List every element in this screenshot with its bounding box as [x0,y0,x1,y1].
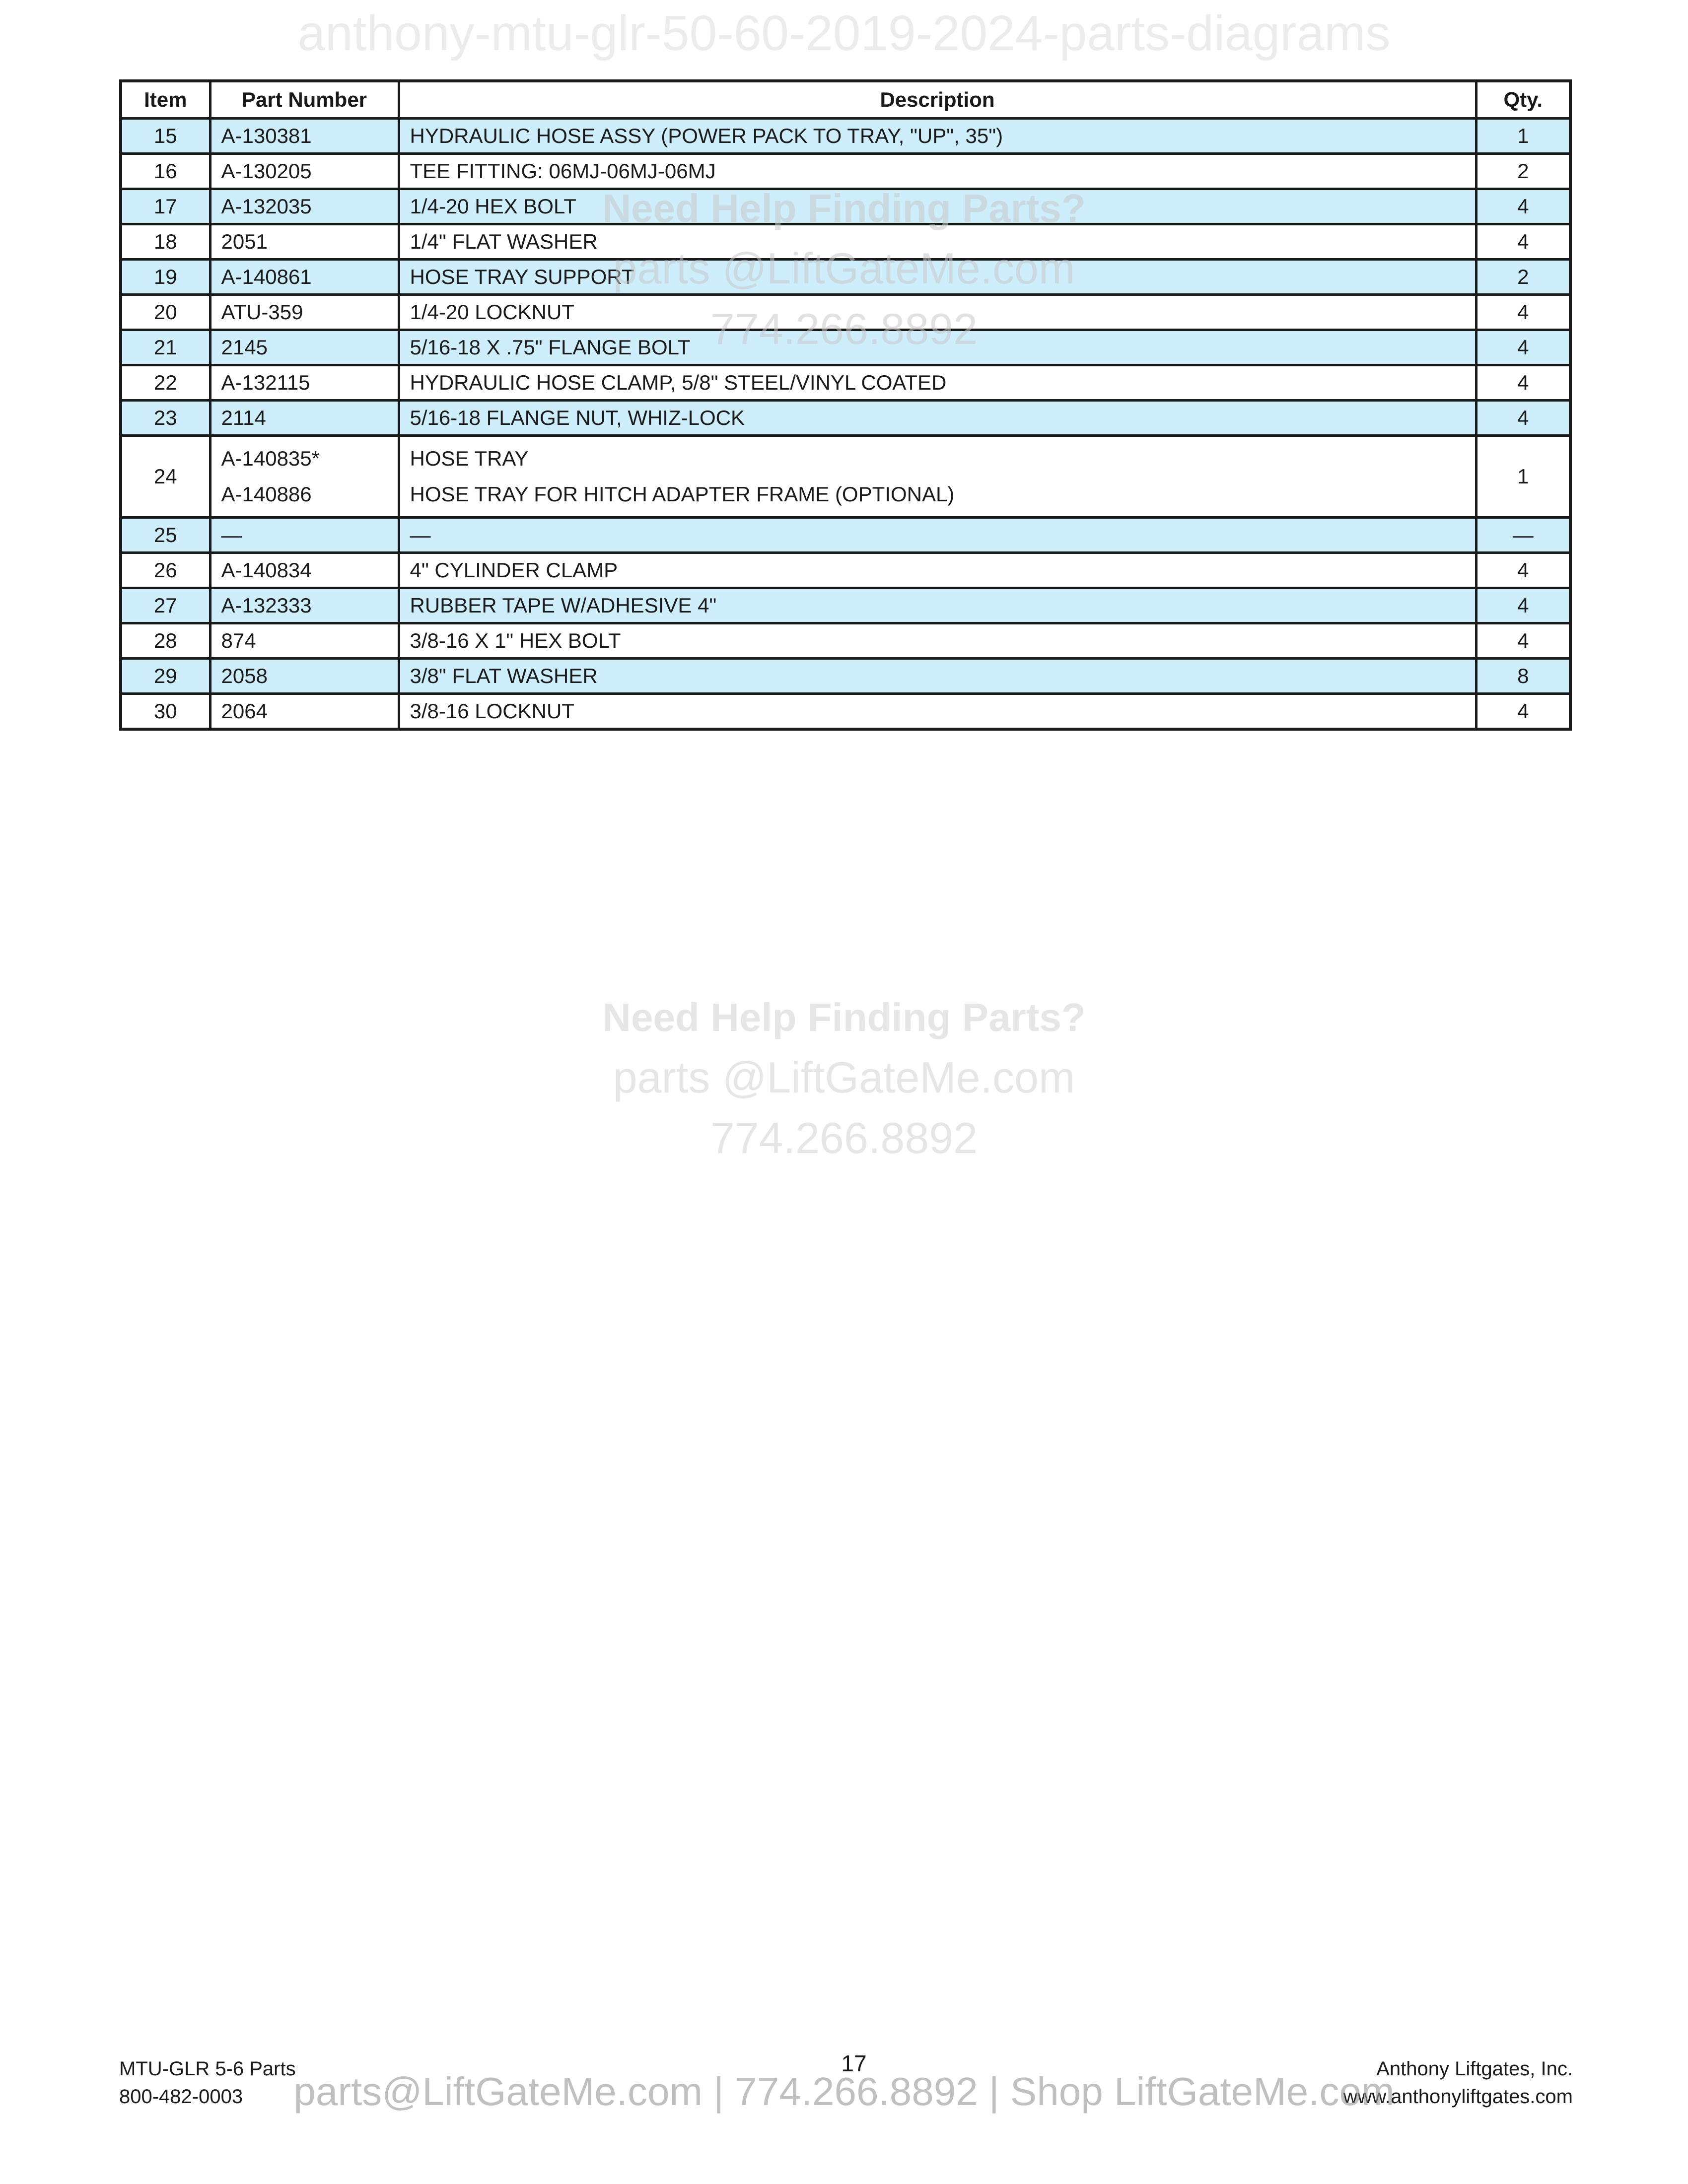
table-row [121,436,1570,518]
top-watermark: anthony-mtu-glr-50-60-2019-2024-parts-diagrams [297,5,1391,61]
qty-cell: 4 [1476,588,1570,623]
table-row [121,401,1570,436]
item-cell: 15 [121,119,210,154]
footer-doc-title: MTU-GLR 5-6 Parts [119,2058,296,2080]
part-number-alternate: A-140886 [221,482,312,506]
qty-cell: 2 [1476,154,1570,189]
help-phone[interactable]: 774.266.8892 [710,1113,978,1162]
part-number-cell [210,436,399,518]
description-cell: 3/8" FLAT WASHER [399,659,1476,694]
part-number-cell: A-140861 [210,260,399,295]
item-cell: 23 [121,401,210,436]
item-cell: 16 [121,154,210,189]
table-row [121,553,1570,588]
help-overlay-top [0,179,1688,359]
page-number: 17 [841,2050,867,2076]
table-row [121,694,1570,730]
part-number-cell: A-132035 [210,189,399,224]
table-row [121,119,1570,154]
item-cell: 21 [121,330,210,365]
description-cell: HYDRAULIC HOSE CLAMP, 5/8" STEEL/VINYL COATED [399,365,1476,401]
footer-phone: 800-482-0003 [119,2086,243,2108]
description-cell: 1/4-20 HEX BOLT [399,189,1476,224]
item-cell: 25 [121,518,210,553]
part-number-cell: A-130381 [210,119,399,154]
part-number-cell: A-132115 [210,365,399,401]
description-cell: TEE FITTING: 06MJ-06MJ-06MJ [399,154,1476,189]
part-number-cell: 2058 [210,659,399,694]
header-part-number: Part Number [210,81,399,119]
qty-cell: 4 [1476,553,1570,588]
item-cell: 26 [121,553,210,588]
qty-cell: 4 [1476,189,1570,224]
description-cell: 4" CYLINDER CLAMP [399,553,1476,588]
table-row [121,659,1570,694]
part-number-cell: — [210,518,399,553]
item-cell: 18 [121,224,210,260]
description-primary: HOSE TRAY [410,447,529,470]
help-phone[interactable]: 774.266.8892 [710,304,978,353]
parts-table [119,79,1572,731]
part-number-cell: 2114 [210,401,399,436]
description-cell: 5/16-18 FLANGE NUT, WHIZ-LOCK [399,401,1476,436]
table-header-row [121,81,1570,119]
qty-cell: 1 [1476,436,1570,518]
description-cell: 3/8-16 LOCKNUT [399,694,1476,730]
help-overlay-middle [0,988,1688,1168]
description-alternate: HOSE TRAY FOR HITCH ADAPTER FRAME (OPTIONAL) [410,482,955,506]
table-row [121,365,1570,401]
description-cell: 1/4-20 LOCKNUT [399,295,1476,330]
part-number-primary: A-140835* [221,447,320,470]
item-cell: 28 [121,623,210,659]
part-number-cell: A-132333 [210,588,399,623]
part-number-cell: A-140834 [210,553,399,588]
item-cell: 30 [121,694,210,730]
help-title: Need Help Finding Parts? [602,995,1086,1039]
part-number-cell: 2064 [210,694,399,730]
qty-cell: 4 [1476,401,1570,436]
qty-cell: 4 [1476,365,1570,401]
qty-cell: 4 [1476,295,1570,330]
footer-company: Anthony Liftgates, Inc. [1376,2058,1573,2080]
description-cell: HYDRAULIC HOSE ASSY (POWER PACK TO TRAY, "UP", 35") [399,119,1476,154]
table-row [121,518,1570,553]
description-cell: HOSE TRAY SUPPORT [399,260,1476,295]
help-title: Need Help Finding Parts? [602,186,1086,230]
item-cell: 17 [121,189,210,224]
footer-contact-banner[interactable]: parts@LiftGateMe.com | 774.266.8892 | Shop LiftGateMe.com [293,2069,1395,2114]
description-cell: — [399,518,1476,553]
part-number-cell: A-130205 [210,154,399,189]
item-cell: 29 [121,659,210,694]
item-cell: 19 [121,260,210,295]
description-cell: 5/16-18 X .75" FLANGE BOLT [399,330,1476,365]
footer-website-link[interactable]: www.anthonyliftgates.com [1343,2086,1573,2108]
header-description: Description [399,81,1476,119]
header-item: Item [121,81,210,119]
qty-cell: 4 [1476,694,1570,730]
qty-cell: 4 [1476,330,1570,365]
part-number-cell: 2145 [210,330,399,365]
help-email-link[interactable]: parts @LiftGateMe.com [613,244,1075,293]
description-cell [399,436,1476,518]
item-cell: 27 [121,588,210,623]
part-number-cell: 2051 [210,224,399,260]
part-number-cell: ATU-359 [210,295,399,330]
qty-cell: 1 [1476,119,1570,154]
item-cell: 24 [121,436,210,518]
header-qty: Qty. [1476,81,1570,119]
help-email-link[interactable]: parts @LiftGateMe.com [613,1053,1075,1102]
description-cell: RUBBER TAPE W/ADHESIVE 4" [399,588,1476,623]
qty-cell: 8 [1476,659,1570,694]
qty-cell: 4 [1476,623,1570,659]
qty-cell: 4 [1476,224,1570,260]
table-row [121,588,1570,623]
description-cell: 3/8-16 X 1" HEX BOLT [399,623,1476,659]
qty-cell: 2 [1476,260,1570,295]
item-cell: 22 [121,365,210,401]
part-number-cell: 874 [210,623,399,659]
qty-cell: — [1476,518,1570,553]
description-cell: 1/4" FLAT WASHER [399,224,1476,260]
item-cell: 20 [121,295,210,330]
table-row [121,623,1570,659]
